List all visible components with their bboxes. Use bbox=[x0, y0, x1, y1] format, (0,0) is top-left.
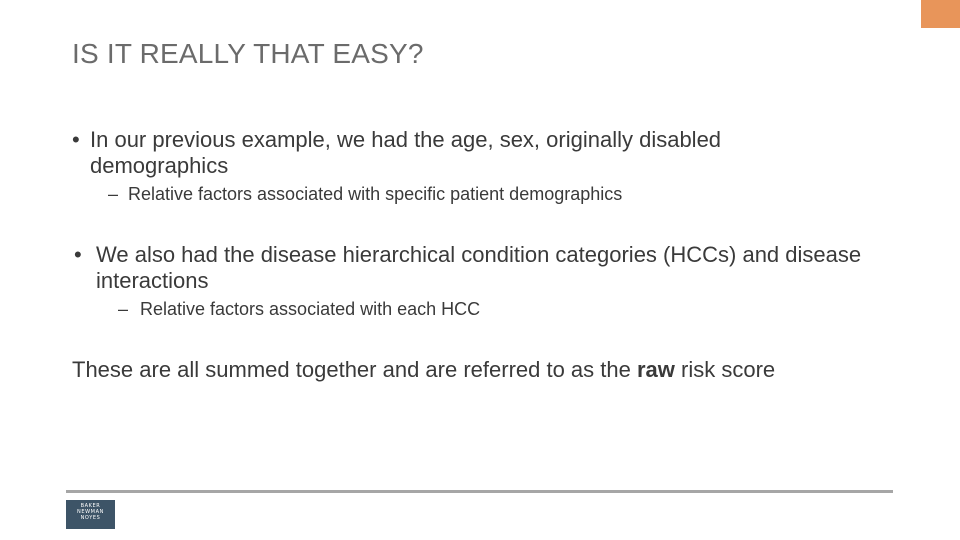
bullet-text: In our previous example, we had the age, sex, originally disabled demographics bbox=[90, 127, 722, 178]
bullet-mark: • bbox=[72, 127, 80, 152]
summary-text bbox=[72, 357, 775, 383]
bullet-1 bbox=[72, 127, 832, 179]
company-logo bbox=[66, 500, 115, 529]
sub-bullet-1 bbox=[108, 183, 808, 205]
logo-line-3: NOYES bbox=[80, 515, 101, 521]
sub-bullet-text: Relative factors associated with each HCC bbox=[140, 299, 481, 319]
bullet-text: We also had the disease hierarchical condition categories (HCCs) and disease interactions bbox=[96, 242, 862, 293]
logo-line-2: NEWMAN bbox=[77, 509, 104, 515]
slide-title: IS IT REALLY THAT EASY? bbox=[72, 38, 424, 69]
summary-bold: raw bbox=[636, 357, 675, 382]
footer-rule bbox=[66, 490, 893, 493]
sub-bullet-2 bbox=[118, 298, 818, 320]
bullet-2 bbox=[74, 242, 874, 294]
summary-before: These are all summed together and are referred to as the bbox=[72, 357, 637, 382]
sub-bullet-mark: – bbox=[118, 299, 129, 319]
sub-bullet-text: Relative factors associated with specific patient demographics bbox=[128, 184, 623, 204]
accent-corner-square bbox=[921, 0, 960, 28]
logo-line-1: BAKER bbox=[80, 503, 101, 509]
sub-bullet-mark: – bbox=[108, 184, 119, 204]
bullet-mark: • bbox=[74, 242, 82, 267]
summary-after: risk score bbox=[674, 357, 776, 382]
